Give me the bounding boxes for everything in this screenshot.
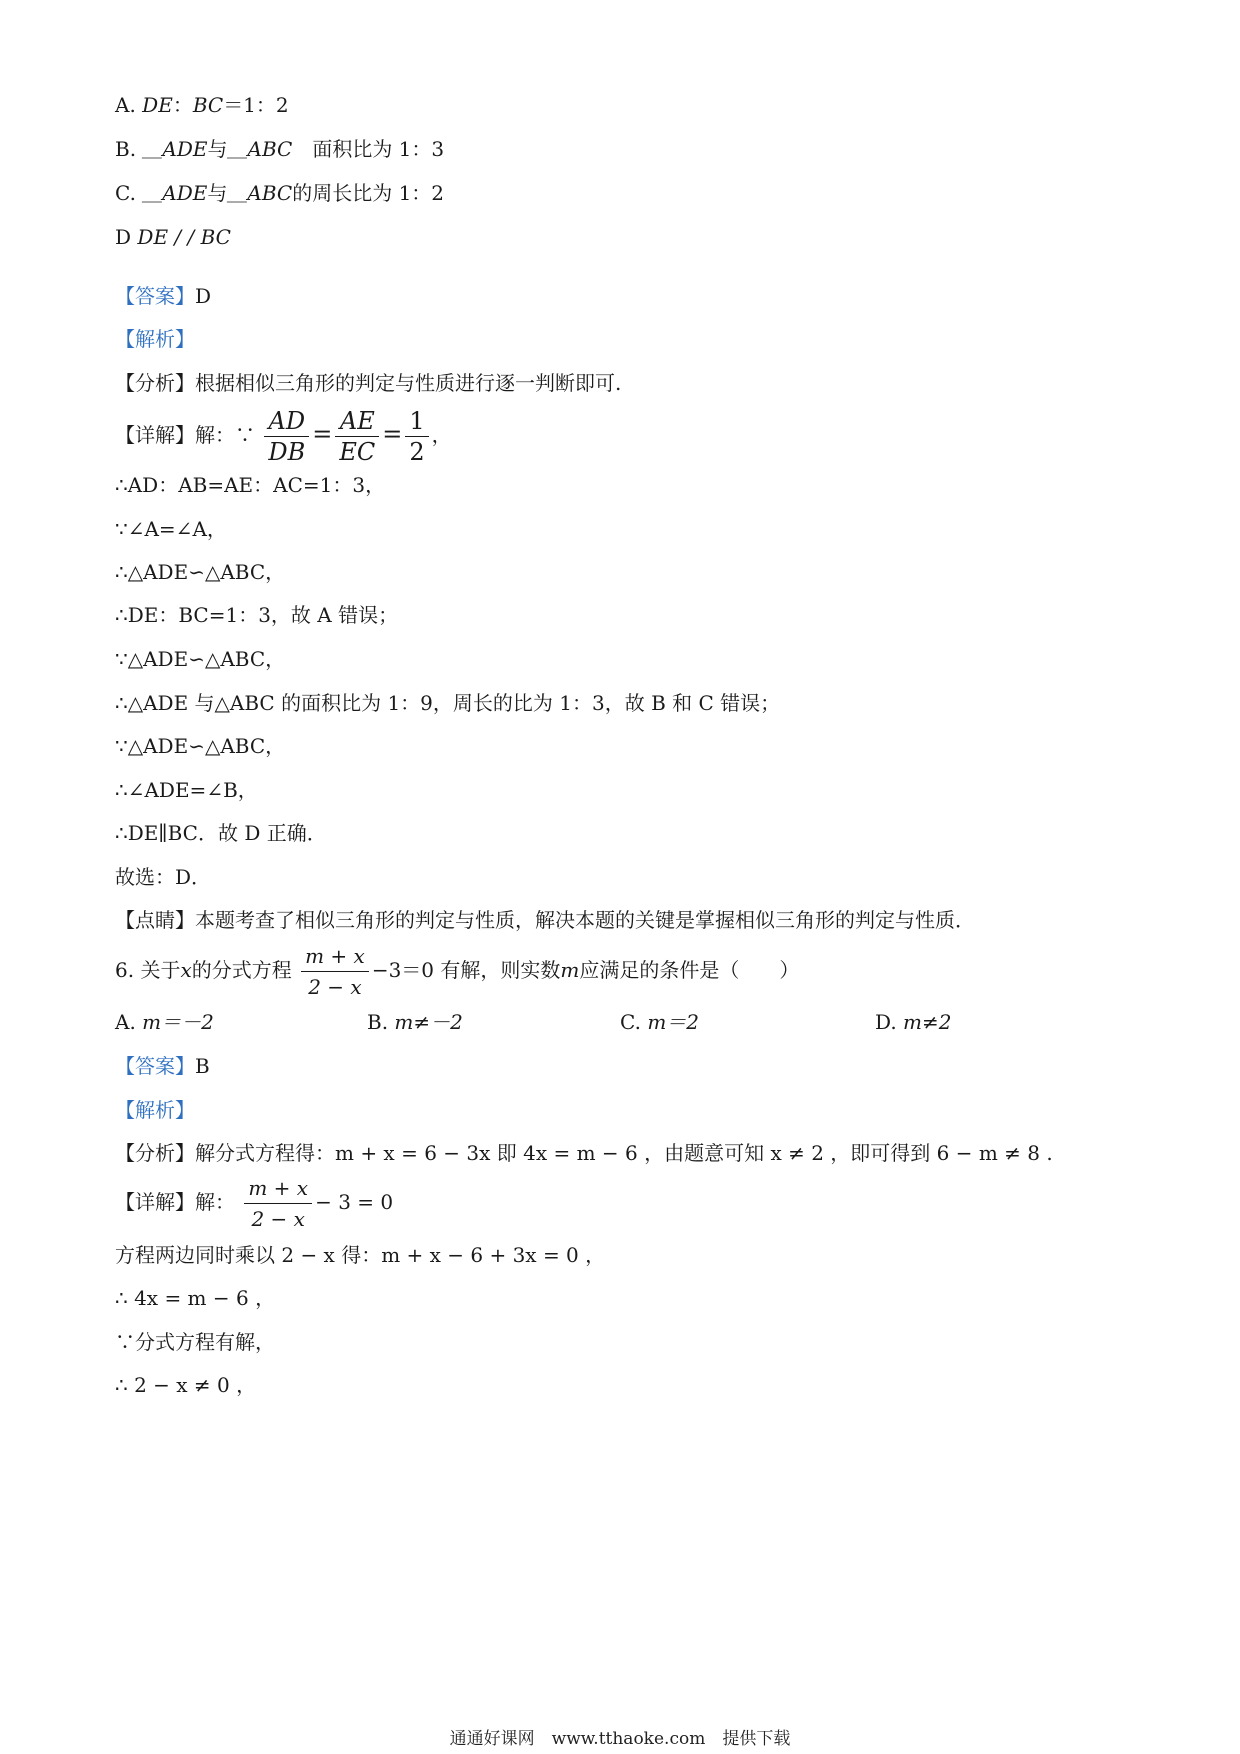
fraction-denominator: EC [339,438,376,466]
fenxi-text: 根据相似三角形的判定与性质进行逐一判断即可. [195,371,622,395]
q6-option-d [875,1007,952,1037]
analysis-tag: 【解析】 [115,327,195,351]
option-sep: ： [172,93,193,117]
option-text: m≠－2 [394,1010,463,1034]
option-text: BC [192,93,224,117]
answer-value: B [195,1054,210,1078]
q6-option-c [620,1007,699,1037]
solution-line: ∴AD：AB=AE：AC=1：3， [115,473,386,497]
solution-line: 方程两边同时乘以 2 − x 得：m + x − 6 + 3x = 0 ， [115,1243,606,1267]
option-label: B. [367,1010,389,1034]
option-d [115,222,231,252]
fraction-denominator: DB [268,438,306,466]
answer-line [115,281,211,311]
detail-tag: 【详解】 [115,423,195,447]
detail-lead: 解： [195,1190,235,1214]
equals-sign: = [382,420,403,448]
option-text: ＿ABC [227,181,293,205]
stem-variable: m [560,958,580,982]
stem-fraction [301,941,369,1002]
solution-line: ∴ 4x = m − 6 ， [115,1286,276,1310]
stem-variable: x [180,958,192,982]
option-text: m≠2 [903,1010,952,1034]
fraction-denominator: 2 − x [308,975,362,999]
option-label: A. [115,93,136,117]
solution-line: ∵分式方程有解， [115,1330,275,1354]
q6-option-b [367,1007,463,1037]
fraction-numerator: m + x [244,1173,312,1204]
q6-option-a [115,1007,214,1037]
analysis-heading [115,324,195,354]
detail-line [115,404,452,467]
fraction-denominator: 2 − x [251,1207,305,1231]
fenxi-line [115,368,621,398]
answer-tag: 【答案】 [115,284,195,308]
option-label: D [115,225,132,249]
stem-suffix: 应满足的条件是（ ） [579,958,800,982]
option-text: ＿ADE [142,137,208,161]
detail-lead: 解：∵ [195,423,255,447]
option-mid: 与 [207,181,228,205]
fraction-numerator: 1 [405,406,428,437]
answer-tag: 【答案】 [115,1054,195,1078]
option-text: DE / / BC [137,225,231,249]
stem-after-fraction: −3＝0 有解，则实数 [371,958,561,982]
solution-line: ∵△ADE∽△ABC， [115,647,286,671]
fraction-ad-db [264,406,309,467]
fenxi-line [115,1138,1053,1168]
solution-line: ∴△ADE 与△ABC 的面积比为 1：9，周长的比为 1：3，故 B 和 C 错误； [115,691,781,715]
solution-line: ∴ 2 − x ≠ 0 ， [115,1373,257,1397]
detail-tag: 【详解】 [115,1190,195,1214]
option-rest: ＝1：2 [223,93,289,117]
solution-line: 故选：D． [115,865,212,889]
page-footer: 通通好课网 www.tthaoke.com 提供下载 [449,1729,791,1749]
option-label: C. [620,1010,641,1034]
dianjing-text: 本题考查了相似三角形的判定与性质，解决本题的关键是掌握相似三角形的判定与性质． [195,908,975,932]
detail-line [115,1172,393,1234]
option-label: D. [875,1010,897,1034]
fraction-numerator: AD [264,406,309,437]
option-text: ＿ABC [227,137,293,161]
analysis-heading [115,1095,195,1125]
solution-line: ∵∠A=∠A， [115,517,227,541]
solution-line: ∴△ADE∽△ABC， [115,560,286,584]
answer-value: D [195,284,212,308]
fenxi-tag: 【分析】 [115,1141,195,1165]
detail-after-fraction: − 3 = 0 [315,1190,394,1214]
analysis-tag: 【解析】 [115,1098,195,1122]
solution-line: ∴∠ADE=∠B， [115,778,258,802]
question-6-stem [115,940,799,1002]
equals-sign: = [312,420,333,448]
option-rest: 的周长比为 1：2 [292,181,445,205]
solution-line: ∴DE：BC=1：3，故 A 错误； [115,603,399,627]
solution-line: ∵△ADE∽△ABC， [115,734,286,758]
option-text: DE [142,93,173,117]
option-text: m＝－2 [142,1010,214,1034]
stem-mid: 的分式方程 [191,958,292,982]
fraction-denominator: 2 [409,438,425,466]
dianjing-tag: 【点睛】 [115,908,195,932]
fenxi-tag: 【分析】 [115,371,195,395]
solution-line: ∴DE∥BC．故 D 正确． [115,821,327,845]
option-a [115,90,289,120]
option-b [115,134,444,164]
answer-line [115,1051,210,1081]
option-label: B. [115,137,137,161]
option-rest: 面积比为 1：3 [292,137,445,161]
detail-fraction [244,1173,312,1234]
option-c [115,178,444,208]
fraction-ae-ec [335,406,379,467]
option-text: m＝2 [647,1010,700,1034]
fraction-one-half [405,406,428,467]
comma: ， [431,423,452,447]
dianjing-line [115,905,975,935]
fenxi-text: 解分式方程得：m + x = 6 − 3x 即 4x = m − 6 ，由题意可知 x ≠ 2 ，即可得到 6 − m ≠ 8 . [195,1141,1053,1165]
fraction-numerator: AE [335,406,379,437]
option-mid: 与 [207,137,228,161]
option-text: ＿ADE [142,181,208,205]
stem-prefix: 6. 关于 [115,958,181,982]
fraction-numerator: m + x [301,941,369,972]
option-label: A. [115,1010,136,1034]
option-label: C. [115,181,136,205]
